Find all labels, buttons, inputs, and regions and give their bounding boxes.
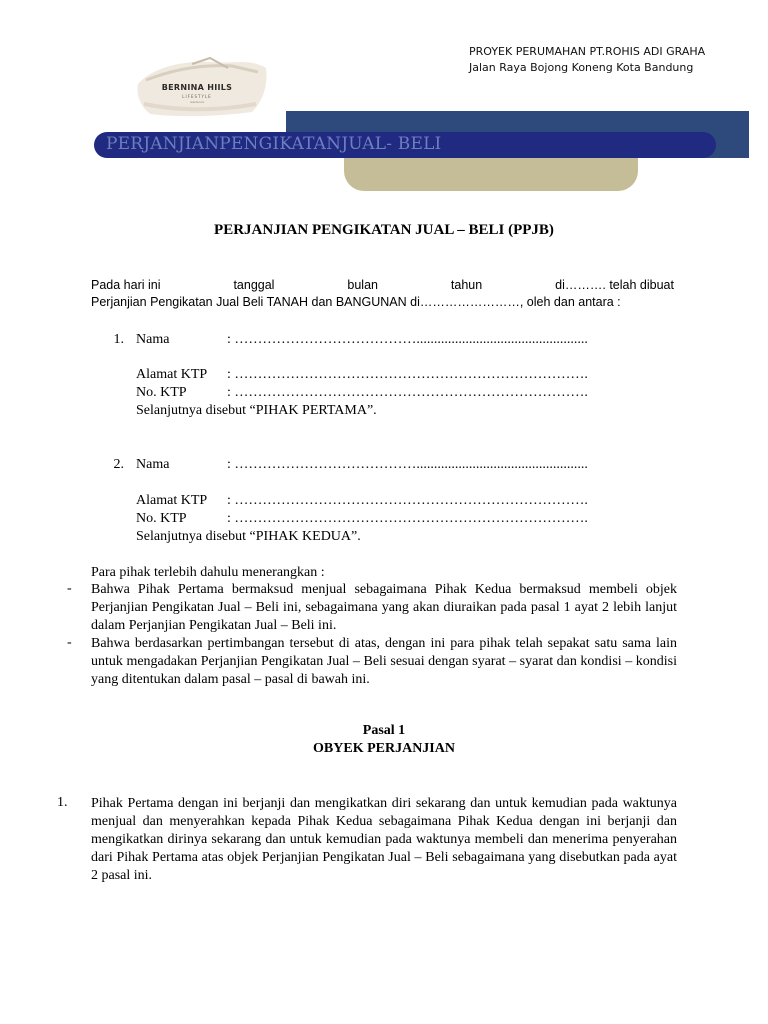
- pasal-heading: Pasal 1: [362, 723, 406, 738]
- company-logo: [132, 54, 270, 120]
- pasal-item-text: Pihak Pertama dengan ini berjanji dan mengikatkan diri sekarang dan untuk kemudian pada waktunya menjual dan menyerahkan kepada Pihak Kedua sebagaimana Pihak Kedua dengan ini berjanji dan mengikatkan dirinya sekarang dan untuk kemudian pada waktunya membeli dan menerima penyerahan dari Pihak Pertama atas objek Perjanjian Pengikatan Jual – Beli sebagaimana yang disebutkan pada ayat 2 pasal ini.: [91, 796, 677, 883]
- recital-text: Bahwa Pihak Pertama bermaksud menjual sebagaimana Pihak Kedua bermaksud membeli objek Perjanjian Pengikatan Jual – Beli ini, sebagaimana yang akan diuraikan pada pasal 1 ayat 2 lebih lanjut dalam Perjanjian Pengikatan Jual – Beli ini.: [91, 582, 677, 633]
- company-info: [469, 44, 705, 76]
- party-number: 1.: [113, 332, 124, 347]
- header-title-band: [94, 132, 716, 158]
- party-nama-value: : ………………………………….................................................: [227, 332, 588, 347]
- company-address: Jalan Raya Bojong Koneng Kota Bandung: [469, 61, 694, 74]
- party-ktp-value: : ………………………………………………………………….: [227, 511, 588, 526]
- party-alamat-label: Alamat KTP: [136, 493, 208, 508]
- intro-line-2: Perjanjian Pengikatan Jual Beli TANAH dan BANGUNAN di……………………, oleh dan antara :: [91, 295, 621, 309]
- intro-word: bulan: [347, 278, 378, 292]
- document-title: PERJANJIAN PENGIKATAN JUAL – BELI (PPJB): [214, 222, 554, 238]
- logo-name: BERNINA HIILS: [161, 83, 233, 92]
- party-ktp-value: : ………………………………………………………………….: [227, 385, 588, 400]
- pasal-subheading: OBYEK PERJANJIAN: [313, 741, 455, 756]
- logo-tagline: LIFESTYLE: [182, 94, 212, 99]
- party-alamat-value: : ………………………………………………………………….: [227, 493, 588, 508]
- party-designation: Selanjutnya disebut “PIHAK PERTAMA”.: [136, 403, 377, 418]
- recitals-intro: Para pihak terlebih dahulu menerangkan :: [91, 565, 325, 580]
- party-alamat-label: Alamat KTP: [136, 367, 208, 382]
- band-title: PERJANJIANPENGIKATANJUAL- BELI: [106, 134, 442, 154]
- logo-subline: residence: [189, 100, 205, 104]
- recital-dash: -: [67, 581, 72, 596]
- party-nama-label: Nama: [136, 332, 170, 347]
- intro-word: di………. telah dibuat: [555, 278, 674, 292]
- party-alamat-value: : ………………………………………………………………….: [227, 367, 588, 382]
- pasal-item-number: 1.: [57, 795, 68, 810]
- party-nama-value: : ………………………………….................................................: [227, 457, 588, 472]
- intro-word: tanggal: [233, 278, 275, 292]
- recital-dash: -: [67, 635, 72, 650]
- party-ktp-label: No. KTP: [136, 511, 187, 526]
- party-ktp-label: No. KTP: [136, 385, 187, 400]
- party-nama-label: Nama: [136, 457, 170, 472]
- intro-word: tahun: [450, 278, 483, 292]
- party-number: 2.: [113, 457, 124, 472]
- party-designation: Selanjutnya disebut “PIHAK KEDUA”.: [136, 529, 361, 544]
- intro-line-1: [91, 278, 674, 292]
- company-name: PROYEK PERUMAHAN PT.ROHIS ADI GRAHA: [469, 45, 706, 58]
- intro-word: Pada hari ini: [91, 278, 161, 292]
- recital-text: Bahwa berdasarkan pertimbangan tersebut di atas, dengan ini para pihak telah sepakat satu sama lain untuk mengadakan Perjanjian Pengikatan Jual – Beli sesuai dengan syarat – syarat dan kondisi – kondisi yang ditentukan dalam pasal – pasal di bawah ini.: [91, 636, 677, 687]
